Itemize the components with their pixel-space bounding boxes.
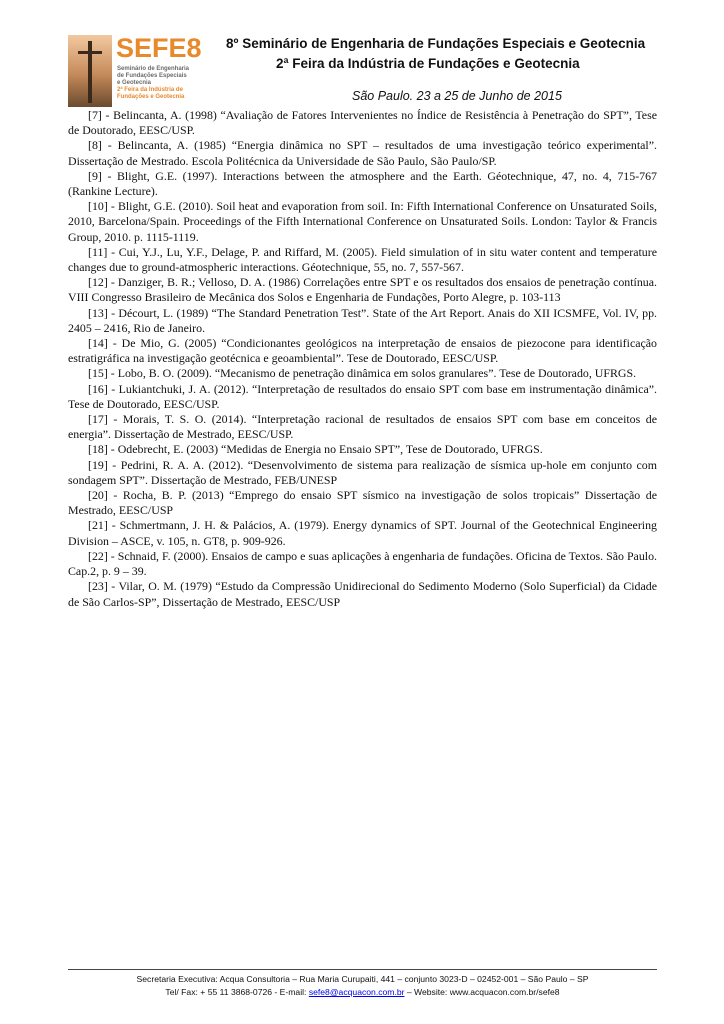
reference-item: [8] - Belincanta, A. (1985) “Energia dinâmica no SPT – resultados de uma investigação teórico experimental”. Dissertação de Mestrado. Escola Politécnica da Universidade de São Paulo, São Paulo/SP. — [68, 138, 657, 168]
footer-address: Secretaria Executiva: Acqua Consultoria – Rua Maria Curupaiti, 441 – conjunto 3023-D – 02452-001 – São Paulo – SP — [136, 974, 589, 984]
reference-item: [17] - Morais, T. S. O. (2014). “Interpretação racional de resultados de ensaios SPT com base em conceitos de energia”. Dissertação de Mestrado, EESC/USP. — [68, 412, 657, 442]
reference-item: [22] - Schnaid, F. (2000). Ensaios de campo e suas aplicações à engenharia de fundações. Oficina de Textos. São Paulo. Cap.2, p. 9 – 39. — [68, 548, 657, 579]
event-place-date: São Paulo. 23 a 25 de Junho de 2015 — [352, 89, 562, 103]
drilling-rig-icon — [68, 35, 112, 107]
logo-subtitle: Seminário de Engenharia de Fundações Especiais e Geotecnia 2ª Feira da Indústria de Fundações e Geotecnia — [117, 66, 190, 100]
reference-item: [15] - Lobo, B. O. (2009). “Mecanismo de penetração dinâmica em solos granulares”. Tese de Doutorado, UFRGS. — [88, 366, 637, 381]
reference-item: [13] - Décourt, L. (1989) “The Standard Penetration Test”. State of the Art Report. Anais do XII ICSMFE, Vol. IV, pp. 2405 – 2416, Rio de Janeiro. — [68, 305, 657, 335]
reference-item: [14] - De Mio, G. (2005) “Condicionantes geológicos na interpretação de ensaios de piezocone para identificação estratigráfica na investigação geotécnica e geoambiental”. Tese de Doutorado, EESC/USP. — [68, 336, 657, 366]
reference-item: [10] - Blight, G.E. (2010). Soil heat and evaporation from soil. In: Fifth International Conference on Unsaturated Soils, 2010, Barcelona/Spain. Proceedings of the Fifth International Conference on Unsaturated Soils. London: Taylor & Francis Group, 2010. p. 1115-1119. — [68, 199, 657, 244]
footer-contact: Tel/ Fax: + 55 11 3868-0726 - E-mail: sefe8@acquacon.com.br – Website: www.acquacon.com.br/sefe8 — [165, 987, 560, 997]
reference-item: [18] - Odebrecht, E. (2003) “Medidas de Energia no Ensaio SPT”, Tese de Doutorado, UFRGS. — [88, 442, 543, 457]
event-title: 8º Seminário de Engenharia de Fundações Especiais e Geotecnia — [226, 36, 646, 51]
reference-item: [9] - Blight, G.E. (1997). Interactions between the atmosphere and the Earth. Géotechnique, 47, no. 4, 715-767 (Rankine Lecture). — [68, 168, 657, 199]
footer-email-link[interactable]: sefe8@acquacon.com.br — [308, 987, 405, 997]
reference-item: [16] - Lukiantchuki, J. A. (2012). “Interpretação de resultados do ensaio SPT com base em instrumentação dinâmica”. Tese de Doutorado, EESC/USP. — [68, 381, 657, 411]
reference-item: [7] - Belincanta, A. (1998) “Avaliação de Fatores Intervenientes no Índice de Resistência à Penetração do SPT”, Tese de Doutorado, EESC/USP. — [68, 108, 657, 138]
reference-item: [23] - Vilar, O. M. (1979) “Estudo da Compressão Unidirecional do Sedimento Moderno (Solo Superficial) da Cidade de São Carlos-SP”, Dissertação de Mestrado, EESC/USP — [68, 579, 657, 609]
reference-list — [68, 108, 657, 610]
reference-item: [19] - Pedrini, R. A. A. (2012). “Desenvolvimento de sistema para realização de sísmica up-hole em conjunto com sondagem SPT”. Dissertação de Mestrado, FEB/UNESP — [68, 457, 657, 487]
sefe8-logo — [68, 35, 213, 107]
page-header — [0, 0, 724, 110]
reference-item: [20] - Rocha, B. P. (2013) “Emprego do ensaio SPT sísmico na investigação de solos tropicais” Dissertação de Mestrado, EESC/USP — [68, 488, 657, 518]
reference-item: [12] - Danziger, B. R.; Velloso, D. A. (1986) Correlações entre SPT e os resultados dos ensaios de penetração contínua. VIII Congresso Brasileiro de Mecânica dos Solos e Engenharia de Fundações, Porto Alegre, p. 103-113 — [68, 275, 657, 305]
page-footer — [68, 973, 657, 999]
reference-item: [21] - Schmertmann, J. H. & Palácios, A. (1979). Energy dynamics of SPT. Journal of the Geotechnical Engineering Division – ASCE, v. 105, n. GT8, p. 909-926. — [68, 518, 657, 548]
event-subtitle: 2ª Feira da Indústria de Fundações e Geotecnia — [276, 56, 580, 71]
footer-divider — [68, 969, 657, 970]
reference-item: [11] - Cui, Y.J., Lu, Y.F., Delage, P. and Riffard, M. (2005). Field simulation of in situ water content and temperature changes due to ground-atmospheric interactions. Géotechnique, 55, no. 7, 557-567. — [68, 244, 657, 275]
logo-name: SEFE8 — [116, 33, 202, 63]
